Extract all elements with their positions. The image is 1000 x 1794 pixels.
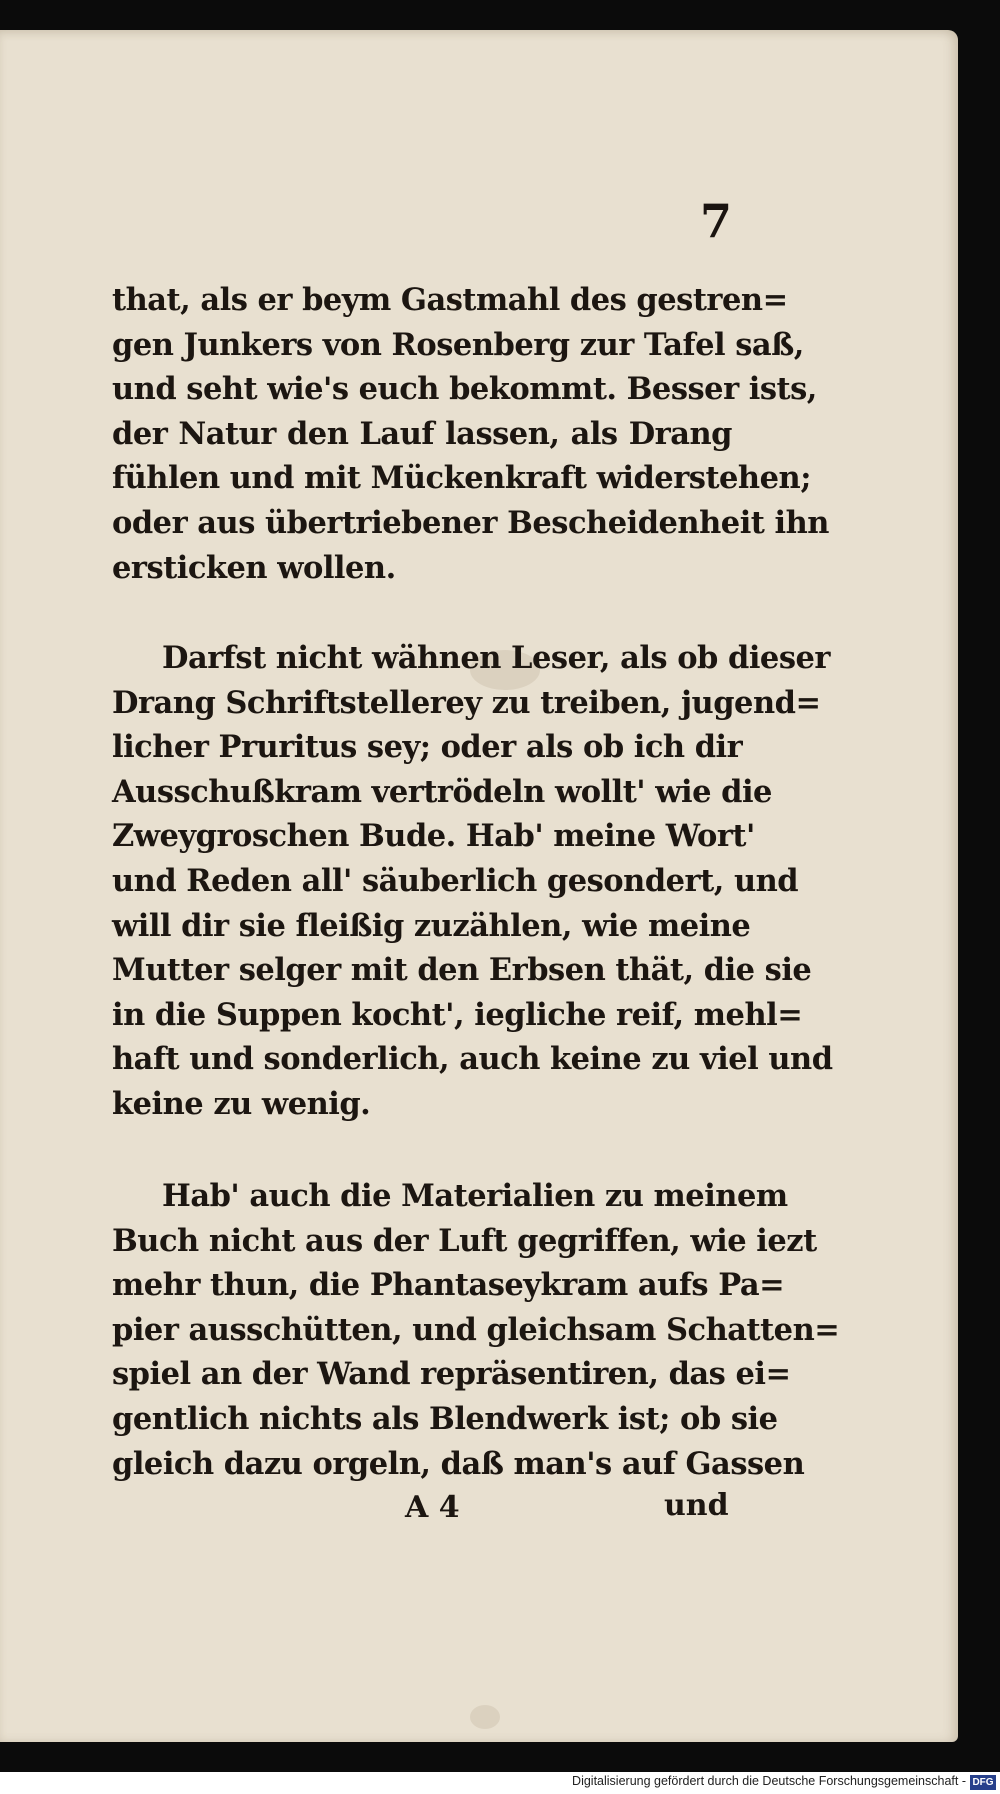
text-line: spiel an der Wand repräsentiren, das ei= — [112, 1356, 791, 1393]
catchword: und — [664, 1488, 729, 1523]
paper-stain — [470, 1705, 500, 1729]
dfg-logo-icon: DFG — [970, 1775, 996, 1790]
text-line: gentlich nichts als Blendwerk ist; ob sie — [112, 1400, 778, 1437]
text-line: Buch nicht aus der Luft gegriffen, wie iezt — [112, 1222, 817, 1259]
text-line: gen Junkers von Rosenberg zur Tafel saß, — [112, 326, 804, 363]
text-line: licher Pruritus sey; oder als ob ich dir — [112, 729, 743, 766]
text-line: und Reden all' säuberlich gesondert, und — [112, 862, 799, 899]
text-line: Ausschußkram vertrödeln wollt' wie die — [112, 773, 772, 810]
text-line: fühlen und mit Mückenkraft widerstehen; — [112, 460, 811, 497]
book-page — [0, 30, 958, 1742]
text-line: oder aus übertriebener Bescheidenheit ihn — [112, 504, 829, 541]
text-line: Darfst nicht wähnen Leser, als ob dieser — [162, 640, 830, 676]
text-line: in die Suppen kocht', iegliche reif, mehl= — [112, 996, 803, 1033]
text-line: und seht wie's euch bekommt. Besser ists, — [112, 371, 817, 408]
text-line: that, als er beym Gastmahl des gestren= — [112, 282, 788, 318]
text-line: Mutter selger mit den Erbsen thät, die sie — [112, 952, 812, 989]
digitization-footer — [0, 1772, 1000, 1794]
text-line: Hab' auch die Materialien zu meinem — [162, 1178, 788, 1214]
text-line: gleich dazu orgeln, daß man's auf Gassen — [112, 1445, 805, 1482]
text-line: keine zu wenig. — [112, 1085, 371, 1122]
text-line: mehr thun, die Phantaseykram aufs Pa= — [112, 1267, 785, 1304]
signature-mark: A 4 — [405, 1490, 460, 1525]
text-line: Zweygroschen Bude. Hab' meine Wort' — [112, 818, 755, 855]
text-line: der Natur den Lauf lassen, als Drang — [112, 415, 732, 452]
page-number: 7 — [700, 194, 733, 248]
text-line: Drang Schriftstellerey zu treiben, jugend= — [112, 684, 821, 721]
text-line: will dir sie fleißig zuzählen, wie meine — [112, 907, 751, 944]
paragraph-2 — [112, 636, 833, 1127]
text-line: ersticken wollen. — [112, 549, 396, 586]
funding-credit: Digitalisierung gefördert durch die Deutsche Forschungsgemeinschaft - — [572, 1774, 966, 1788]
paragraph-1 — [112, 278, 829, 590]
paragraph-3 — [112, 1174, 840, 1486]
text-line: haft und sonderlich, auch keine zu viel und — [112, 1041, 833, 1078]
text-line: pier ausschütten, und gleichsam Schatten= — [112, 1311, 840, 1348]
